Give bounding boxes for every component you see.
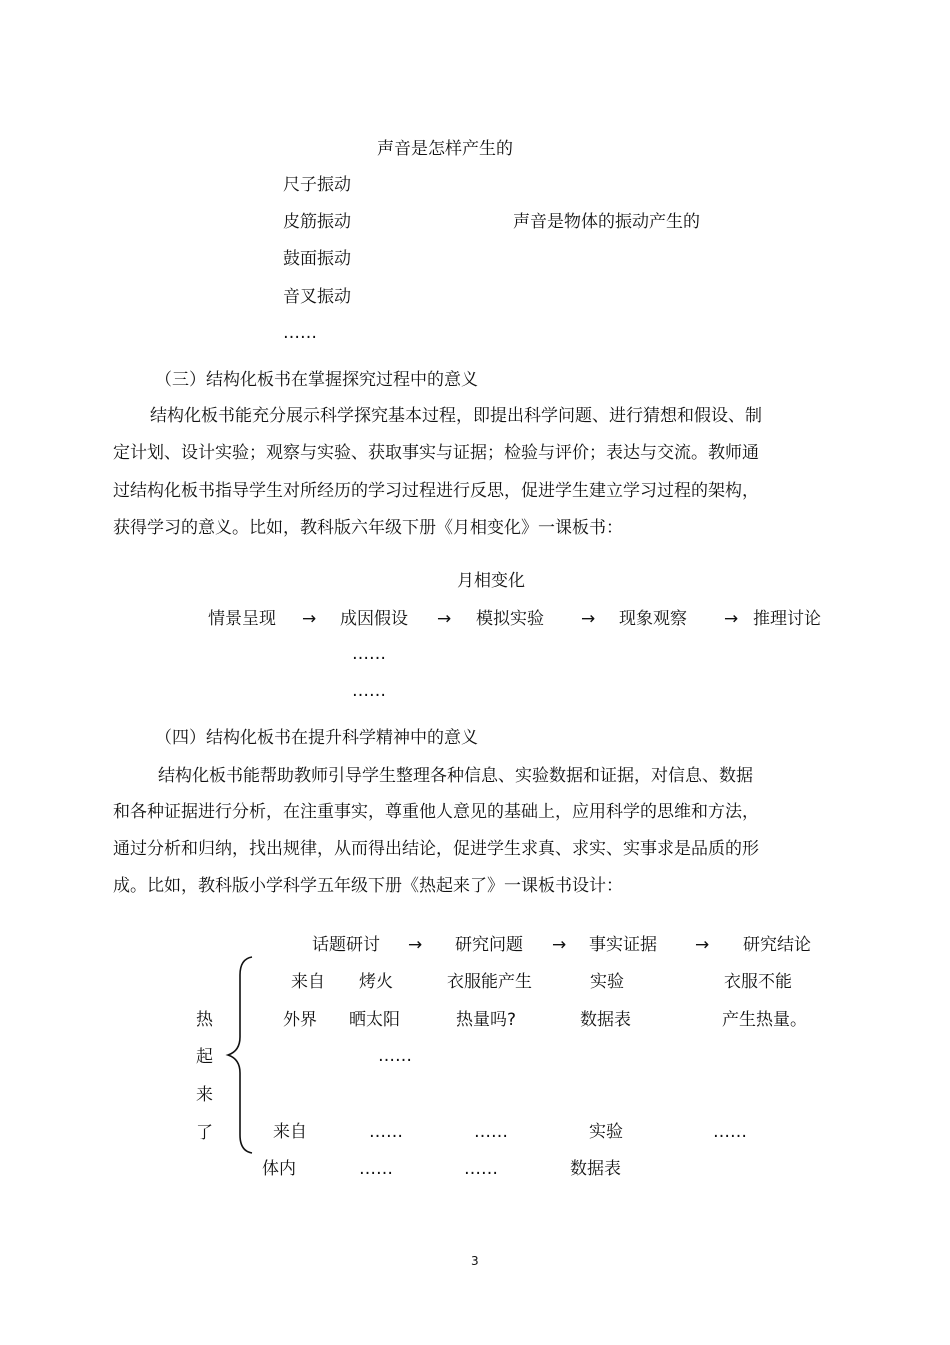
diagram2-ellipsis: …… bbox=[352, 681, 386, 701]
diagram3-vertical-title-char: 了 bbox=[196, 1123, 213, 1143]
diagram3-cell: 产生热量。 bbox=[722, 1010, 807, 1030]
arrow-right-icon: → bbox=[437, 609, 452, 629]
arrow-right-icon: → bbox=[724, 609, 739, 629]
diagram3-cell: 体内 bbox=[262, 1159, 296, 1179]
diagram3-cell: 来自 bbox=[273, 1122, 307, 1142]
diagram3-cell: …… bbox=[359, 1159, 393, 1179]
arrow-right-icon: → bbox=[302, 609, 317, 629]
section3-heading: （三）结构化板书在掌握探究过程中的意义 bbox=[155, 370, 478, 390]
diagram3-header: 事实证据 bbox=[589, 935, 657, 955]
diagram3-cell: 晒太阳 bbox=[349, 1010, 400, 1030]
section4-paragraph-line: 成。比如，教科版小学科学五年级下册《热起来了》一课板书设计： bbox=[113, 876, 623, 896]
section4-paragraph-line: 通过分析和归纳，找出规律，从而得出结论，促进学生求真、求实、实事求是品质的形 bbox=[113, 839, 759, 859]
diagram2-step: 情景呈现 bbox=[208, 609, 276, 629]
arrow-right-icon: → bbox=[695, 935, 710, 955]
diagram3-header: 话题研讨 bbox=[312, 935, 380, 955]
section4-paragraph-line: 和各种证据进行分析，在注重事实，尊重他人意见的基础上，应用科学的思维和方法， bbox=[113, 802, 759, 822]
diagram3-header: 研究问题 bbox=[455, 935, 523, 955]
diagram2-step: 成因假设 bbox=[340, 609, 408, 629]
diagram3-cell: 数据表 bbox=[570, 1159, 621, 1179]
diagram1-title: 声音是怎样产生的 bbox=[377, 139, 513, 159]
section3-paragraph-line: 过结构化板书指导学生对所经历的学习过程进行反思，促进学生建立学习过程的架构， bbox=[113, 481, 759, 501]
section4-paragraph-line: 结构化板书能帮助教师引导学生整理各种信息、实验数据和证据，对信息、数据 bbox=[158, 766, 753, 786]
diagram3-cell: 衣服能产生 bbox=[447, 972, 532, 992]
diagram2-step: 推理讨论 bbox=[753, 609, 821, 629]
diagram3-cell: …… bbox=[474, 1122, 508, 1142]
diagram3-header: 研究结论 bbox=[743, 935, 811, 955]
diagram3-cell: 数据表 bbox=[580, 1010, 631, 1030]
section3-paragraph-line: 定计划、设计实验；观察与实验、获取事实与证据；检验与评价；表达与交流。教师通 bbox=[113, 443, 759, 463]
diagram3-cell: 来自 bbox=[291, 972, 325, 992]
page-number: 3 bbox=[471, 1254, 479, 1268]
diagram2-title: 月相变化 bbox=[457, 571, 525, 591]
diagram1-item: 尺子振动 bbox=[283, 175, 351, 195]
curly-brace-icon bbox=[222, 955, 262, 1155]
arrow-right-icon: → bbox=[552, 935, 567, 955]
diagram1-item: 鼓面振动 bbox=[283, 249, 351, 269]
section3-paragraph-line: 结构化板书能充分展示科学探究基本过程，即提出科学问题、进行猜想和假设、制 bbox=[150, 406, 762, 426]
diagram2-step: 现象观察 bbox=[619, 609, 687, 629]
diagram2-step: 模拟实验 bbox=[476, 609, 544, 629]
diagram3-more: …… bbox=[378, 1046, 412, 1066]
diagram2-ellipsis: …… bbox=[352, 644, 386, 664]
arrow-right-icon: → bbox=[408, 935, 423, 955]
diagram3-vertical-title-char: 起 bbox=[196, 1047, 213, 1067]
diagram3-cell: 实验 bbox=[590, 972, 624, 992]
diagram3-cell: 烤火 bbox=[359, 972, 393, 992]
arrow-right-icon: → bbox=[581, 609, 596, 629]
diagram1-item: …… bbox=[283, 323, 317, 343]
diagram1-item: 皮筋振动 bbox=[283, 212, 351, 232]
diagram3-cell: 外界 bbox=[283, 1010, 317, 1030]
diagram3-cell: …… bbox=[464, 1159, 498, 1179]
diagram3-cell: 实验 bbox=[589, 1122, 623, 1142]
diagram1-item: 音叉振动 bbox=[283, 287, 351, 307]
diagram3-cell: 衣服不能 bbox=[724, 972, 792, 992]
diagram3-vertical-title-char: 来 bbox=[196, 1085, 213, 1105]
section4-heading: （四）结构化板书在提升科学精神中的意义 bbox=[155, 728, 478, 748]
diagram3-cell: …… bbox=[369, 1122, 403, 1142]
section3-paragraph-line: 获得学习的意义。比如，教科版六年级下册《月相变化》一课板书： bbox=[113, 518, 623, 538]
diagram1-conclusion: 声音是物体的振动产生的 bbox=[513, 212, 700, 232]
diagram3-vertical-title-char: 热 bbox=[196, 1010, 213, 1030]
diagram3-cell: 热量吗? bbox=[456, 1010, 517, 1030]
diagram3-cell: …… bbox=[713, 1122, 747, 1142]
